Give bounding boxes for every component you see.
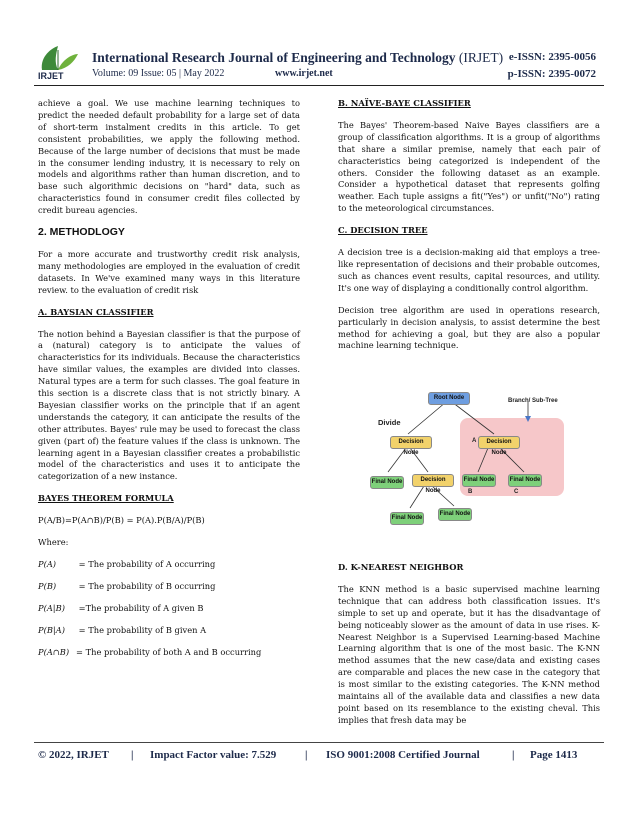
subsection-c-paragraph-2: Decision tree algorithm are used in operations research, particularly in decision analysis, to assist determine the best method for achieving a goal, but they are also a popular machine learning technique. [338, 304, 600, 351]
decision-tree-figure [368, 388, 568, 528]
footer-separator: | [131, 749, 134, 761]
decision-node: Decision Node [390, 436, 432, 449]
subsection-c-title: C. DECISION TREE [338, 225, 428, 236]
footer-iso: ISO 9001:2008 Certified Journal [326, 749, 480, 761]
final-node: Final Node [438, 508, 472, 521]
subsection-d-title: D. K-NEAREST NEIGHBOR [338, 562, 464, 572]
divide-label: Divide [378, 418, 401, 427]
footer-separator: | [512, 749, 515, 761]
final-node: Final Node [508, 474, 542, 487]
label-a: A [472, 438, 477, 444]
section-2-title: 2. METHODLOGY [38, 226, 125, 239]
branch-label: Branch/ Sub-Tree [508, 398, 558, 404]
definition-row: P(A) = The probability of A occurring [38, 559, 216, 569]
right-column-top [338, 98, 600, 362]
definition-row: P(A|B) =The probability of A given B [38, 602, 204, 613]
label-c: C [514, 489, 519, 495]
tree-connectors [368, 388, 568, 528]
footer-page-number: Page 1413 [530, 749, 578, 761]
root-node: Root Node [428, 392, 470, 405]
left-column [38, 98, 300, 669]
where-label: Where: [38, 537, 69, 548]
label-b: B [468, 489, 473, 495]
final-node: Final Node [390, 512, 424, 525]
formula-title: BAYES THEOREM FORMULA [38, 493, 174, 504]
definition-row: P(B) = The probability of B occurring [38, 580, 216, 591]
volume-issue: Volume: 09 Issue: 05 | May 2022 [92, 68, 225, 79]
header-rule [34, 85, 604, 86]
eissn: e-ISSN: 2395-0056 [508, 51, 596, 63]
subsection-d-paragraph: The KNN method is a basic supervised machine learning technique that can address both classification issues. It's simple to set up and operate, but it has the disadvantage of being noticeably slower as the amount of data in use rises. K-Nearest Neighbor is a Supervised Learning-based Machine Learning algorithm that is one of the most basic. The K-NN method assumes that the new case/data and existing cases are comparable and places the new case in the category that is most similar to the existing categories. The K-NN method maintains all of the available data and classifies a new data point based on its resemblance to the existing cheval. This implies that fresh data may be [338, 583, 600, 725]
pissn: p-ISSN: 2395-0072 [507, 68, 596, 80]
journal-url[interactable]: www.irjet.net [275, 68, 333, 79]
footer-copyright: © 2022, IRJET [38, 749, 109, 761]
subsection-c-paragraph-1: A decision tree is a decision-making aid that employs a tree-like representation of decisions and their probable outcomes, such as chances event results, capital resources, and utility. It's one way of displaying a conditionally control algorithm. [338, 247, 600, 293]
section-2-paragraph: For a more accurate and trustworthy credit risk analysis, many methodologies are employed in the evaluation of credit datasets. In We've examined many ways in this literature review. to the evaluation of credit risk [38, 248, 300, 295]
bayes-formula: P(A/B)=P(A∩B)/P(B) = P(A).P(B/A)/P(B) [38, 515, 205, 526]
footer-impact-factor: Impact Factor value: 7.529 [150, 749, 277, 761]
subsection-b-paragraph: The Bayes' Theorem-based Naive Bayes classifiers are a group of classification algorithms. It is a group of algorithms that share a similar premise, namely that each pair of characteristics being categorized is independent of the others. Consider the following dataset as an example. Consider a hypothetical dataset that represents golfing weather. Each tuple assigns a fit("Yes") or unfit("No") rating to the meteorological circumstances. [338, 119, 600, 214]
decision-node: Decision Node [412, 474, 454, 487]
subsection-b-title: B. NAÏVE-BAYE CLASSIFIER [338, 98, 471, 108]
irjet-logo [34, 42, 82, 84]
final-node: Final Node [462, 474, 496, 487]
definition-row: P(A∩B) = The probability of both A and B occurring [38, 646, 262, 657]
final-node: Final Node [370, 476, 404, 489]
decision-node: Decision Node [478, 436, 520, 449]
subsection-a-paragraph: The notion behind a Bayesian classifier is that the purpose of a (natural) category is to anticipate the values of characteristics for its individuals. Because the characteristics have similar values, the examples are divided into classes. Natural types are a term for such classes. The goal feature in this section is a discrete class that is not strictly binary. A Bayesian classifier works on the principle that if an agent understands the category, it can anticipate the results of the other attributes. Bayes' rule may be used to forecast the class given (part of) the feature values if the class is unknown. The learning agent in a Bayesian classifier creates a probabilistic model of the characteristics and uses it to anticipate the categorization of a new instance. [38, 328, 300, 482]
footer-separator: | [305, 749, 308, 761]
right-column-bottom [338, 562, 600, 737]
definition-row: P(B|A) = The probability of B given A [38, 624, 207, 635]
footer-rule [34, 742, 604, 743]
journal-title: International Research Journal of Engineering and Technology (IRJET) [92, 50, 504, 65]
subsection-a-title: A. BAYSIAN CLASSIFIER [38, 306, 154, 317]
intro-paragraph: achieve a goal. We use machine learning techniques to predict the needed default probability for a large set of data of short-term instalment credits in this article. To get consistent probabilities, we apply the following method. Because of the large number of decisions that must be made in the consumer lending industry, it is necessary to rely on models and algorithms rather than human discretion, and to base such algorithmic decisions on "hard" data, such as characteristics found in consumer credit files collected by credit bureau agencies. [38, 98, 300, 216]
logo-text: IRJET [38, 71, 64, 81]
